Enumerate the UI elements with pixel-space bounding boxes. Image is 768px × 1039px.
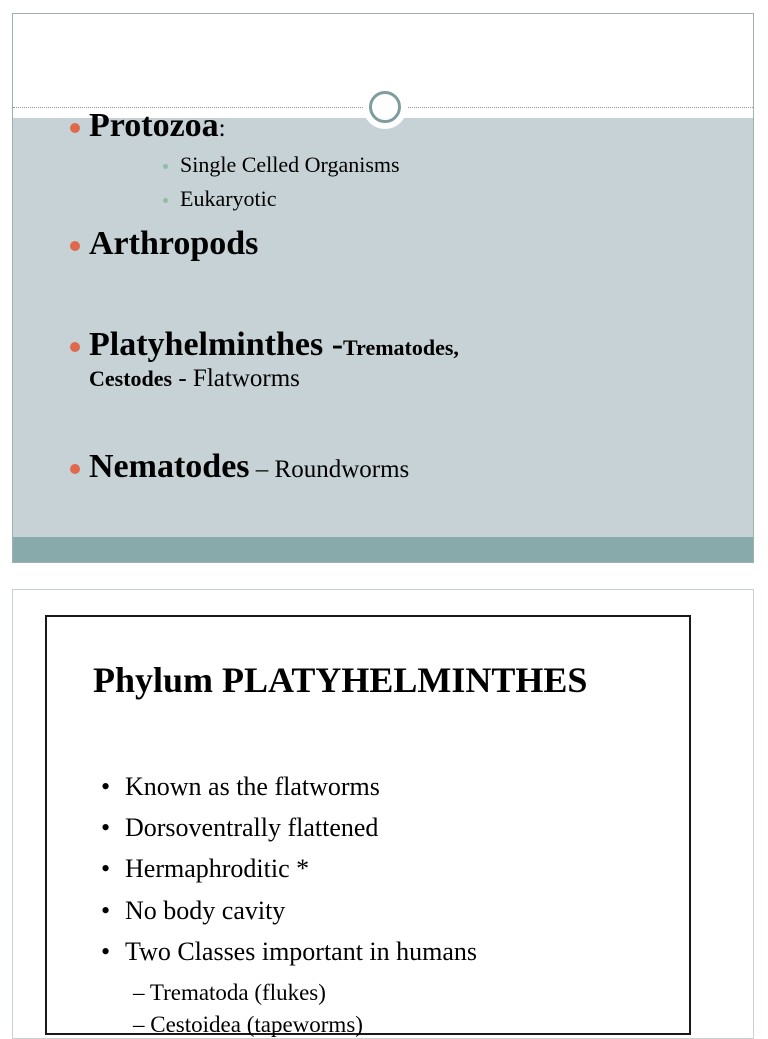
slide-image-frame [45,615,691,1035]
sub-item-single-celled: Single Celled Organisms [180,152,400,177]
slide-title: Phylum PLATYHELMINTHES [93,660,588,700]
sub-list-item: – Cestoidea (tapeworms) [133,1012,363,1037]
sub-list-item: – Trematoda (flukes) [133,980,326,1005]
bullet-dot-icon [70,123,80,133]
bullet-arthropods: Arthropods [89,225,259,262]
bullet-dot-icon [70,342,80,352]
bullet-nematodes [89,448,409,486]
protozoa-colon: : [218,115,226,142]
bullet-dot-icon [70,241,80,251]
platy-cestodes: Cestodes [89,366,173,391]
bullet-dot-icon [70,464,80,474]
bullet-protozoa [89,107,226,145]
nematodes-roundworms: – Roundworms [249,456,410,483]
list-item: • Known as the flatworms [101,772,380,801]
list-item: • No body cavity [101,896,286,925]
sub-bullet-icon [163,164,168,169]
list-item: • Two Classes important in humans [101,937,478,966]
bullet-platyhelminthes [89,326,459,364]
sub-item-eukaryotic: Eukaryotic [180,186,277,211]
slide-2 [12,589,754,1039]
platy-title: Platyhelminthes - [89,326,344,363]
platy-flatworms: - Flatworms [172,365,300,392]
list-item: • Dorsoventrally flattened [101,813,379,842]
circle-ornament-icon [363,85,407,129]
slide-footer-bar [13,537,753,563]
platy-line-2 [89,365,300,393]
platy-trematodes: Trematodes, [343,335,459,360]
nematodes-title: Nematodes [89,448,250,485]
protozoa-title: Protozoa [89,107,219,144]
slide-1 [12,13,754,563]
list-item: • Hermaphroditic * [101,854,310,883]
sub-bullet-icon [163,198,168,203]
